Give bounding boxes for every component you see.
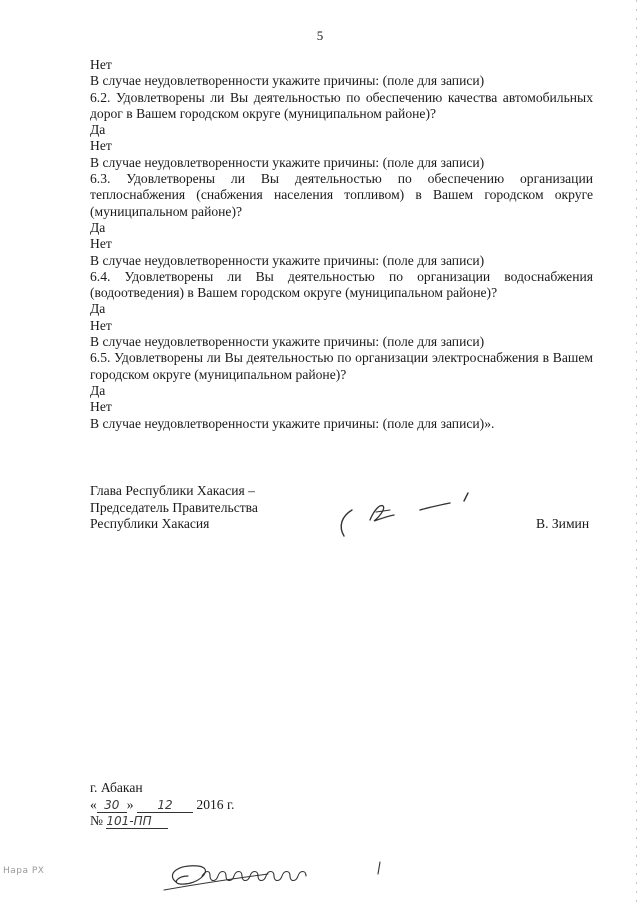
city-name: г. Абакан — [90, 780, 143, 795]
question-6-3: 6.3. Удовлетворены ли Вы деятельностью по обеспечению организации теплоснабжения (снабжения населения топливом) в Вашем городском округе (муниципальном районе)? — [90, 171, 593, 219]
signatory-name: В. Зимин — [536, 516, 590, 531]
answer-no: Нет — [90, 57, 112, 72]
registration-signature — [158, 852, 398, 898]
reason-field: В случае неудовлетворенности укажите причины: (поле для записи) — [90, 73, 485, 89]
answer-no: Нет — [90, 236, 112, 252]
signatory-position-line: Глава Республики Хакасия – — [90, 483, 255, 498]
answer-yes: Да — [90, 382, 106, 398]
document-footer — [90, 780, 234, 830]
number-value: 101-ПП — [106, 814, 168, 829]
signatory-position-line: Председатель Правительства — [90, 499, 258, 515]
date-year: 2016 г. — [196, 796, 235, 812]
answer-yes: Да — [90, 301, 106, 317]
question-6-5: 6.5. Удовлетворены ли Вы деятельностью по организации электроснабжения в Вашем городском округе (муниципальном районе)? — [90, 350, 593, 382]
registration-stamp: Нара РХ — [3, 866, 45, 876]
signatory-position — [90, 483, 258, 533]
document-date — [90, 797, 234, 814]
question-6-2: 6.2. Удовлетворены ли Вы деятельностью по обеспечению качества автомобильных дорог в Вашем городском округе (муниципальном районе)? — [90, 89, 593, 121]
date-day: 30 — [97, 798, 127, 813]
reason-field: В случае неудовлетворенности укажите причины: (поле для записи) — [90, 334, 485, 350]
reason-field-closing: В случае неудовлетворенности укажите причины: (поле для записи)». — [90, 415, 495, 431]
answer-no: Нет — [90, 399, 112, 415]
date-close-quote: » — [126, 796, 134, 812]
document-number — [90, 813, 234, 830]
answer-no: Нет — [90, 317, 112, 333]
reason-field: В случае неудовлетворенности укажите причины: (поле для записи) — [90, 154, 485, 170]
answer-no: Нет — [90, 138, 112, 154]
number-prefix: № — [90, 813, 103, 828]
answer-yes: Да — [90, 122, 106, 138]
answer-yes: Да — [90, 219, 106, 235]
document-body — [90, 57, 593, 432]
question-6-4: 6.4. Удовлетворены ли Вы деятельностью по организации водоснабжения (водоотведения) в Вашем городском округе (муниципальном районе)? — [90, 268, 593, 301]
reason-field: В случае неудовлетворенности укажите причины: (поле для записи) — [90, 252, 485, 268]
signatory-position-line: Республики Хакасия — [90, 516, 210, 531]
date-month: 12 — [137, 798, 193, 813]
page-number: 5 — [316, 28, 324, 43]
official-signature — [330, 488, 480, 544]
scan-edge — [636, 0, 637, 905]
date-open-quote: « — [90, 796, 97, 812]
